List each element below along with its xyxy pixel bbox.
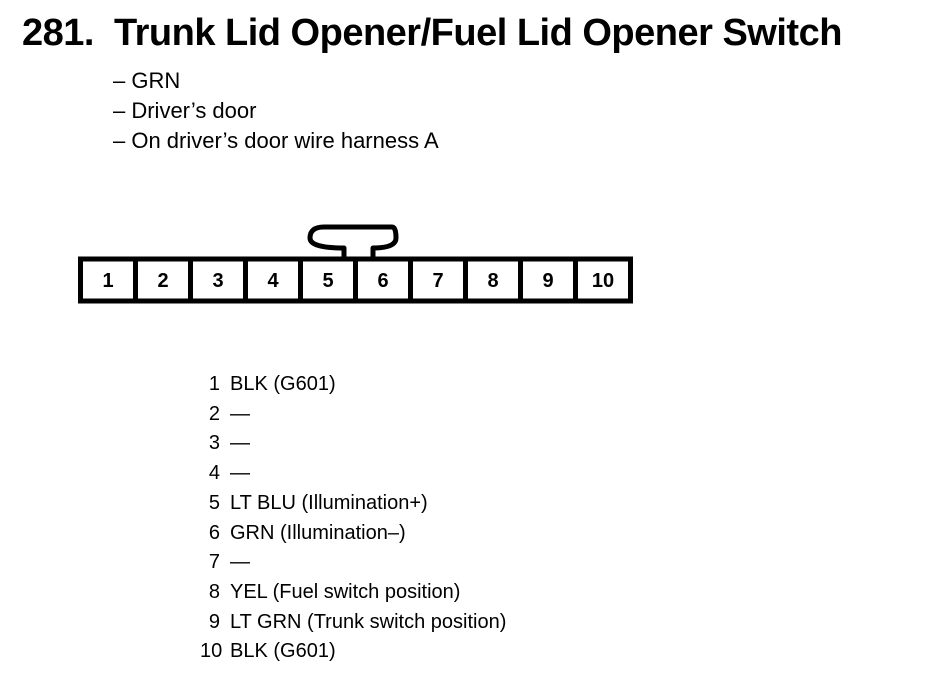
pin-row <box>200 400 506 430</box>
pin-description: LT GRN (Trunk switch position) <box>230 610 507 633</box>
pin-row <box>200 459 506 489</box>
connector-cell-4: 4 <box>267 270 279 292</box>
connector-diagram <box>78 224 638 306</box>
info-color: – GRN <box>113 68 181 93</box>
pin-number: 6 <box>208 521 220 544</box>
pin-row <box>200 578 506 608</box>
pin-number: 10 <box>200 640 223 663</box>
pin-description: — <box>230 432 250 455</box>
pin-list <box>200 370 506 667</box>
pin-description: — <box>230 402 250 425</box>
connector-latch <box>310 227 396 259</box>
connector-cell-5: 5 <box>322 270 334 292</box>
pin-description: — <box>230 551 250 574</box>
pin-description: BLK (G601) <box>230 640 336 663</box>
pin-number: 9 <box>208 610 220 633</box>
title-number: 281. <box>22 12 94 54</box>
page-title <box>22 12 842 55</box>
connector-cell-9: 9 <box>542 270 554 292</box>
pin-number: 5 <box>208 491 220 514</box>
pin-description: BLK (G601) <box>230 373 336 395</box>
connector-info <box>113 66 439 156</box>
connector-cell-2: 2 <box>157 270 169 292</box>
connector-cell-7: 7 <box>432 270 444 292</box>
connector-cell-8: 8 <box>487 270 499 292</box>
connector-cell-10: 10 <box>591 270 615 292</box>
pin-row <box>200 370 506 400</box>
connector-cell-3: 3 <box>212 270 224 292</box>
title-text: Trunk Lid Opener/Fuel Lid Opener Switch <box>114 12 842 54</box>
pin-description: GRN (Illumination–) <box>230 521 406 544</box>
pin-number: 8 <box>208 580 220 603</box>
info-location: – Driver’s door <box>113 98 257 123</box>
pin-number: 2 <box>208 402 220 425</box>
info-harness: – On driver’s door wire harness A <box>113 128 439 153</box>
pin-description: LT BLU (Illumination+) <box>230 491 428 514</box>
pin-row <box>200 519 506 549</box>
connector-cell-6: 6 <box>377 270 389 292</box>
pin-number: 4 <box>208 462 220 485</box>
pin-row <box>200 489 506 519</box>
connector-svg <box>78 224 638 306</box>
pin-number: 7 <box>208 551 220 574</box>
pin-row <box>200 548 506 578</box>
pin-row <box>200 429 506 459</box>
pin-number: 1 <box>208 373 220 395</box>
pin-row <box>200 608 506 638</box>
pin-description: — <box>230 462 250 485</box>
pin-description: YEL (Fuel switch position) <box>230 580 461 603</box>
pin-row <box>200 637 506 667</box>
pin-number: 3 <box>208 432 220 455</box>
connector-cell-1: 1 <box>102 270 114 292</box>
